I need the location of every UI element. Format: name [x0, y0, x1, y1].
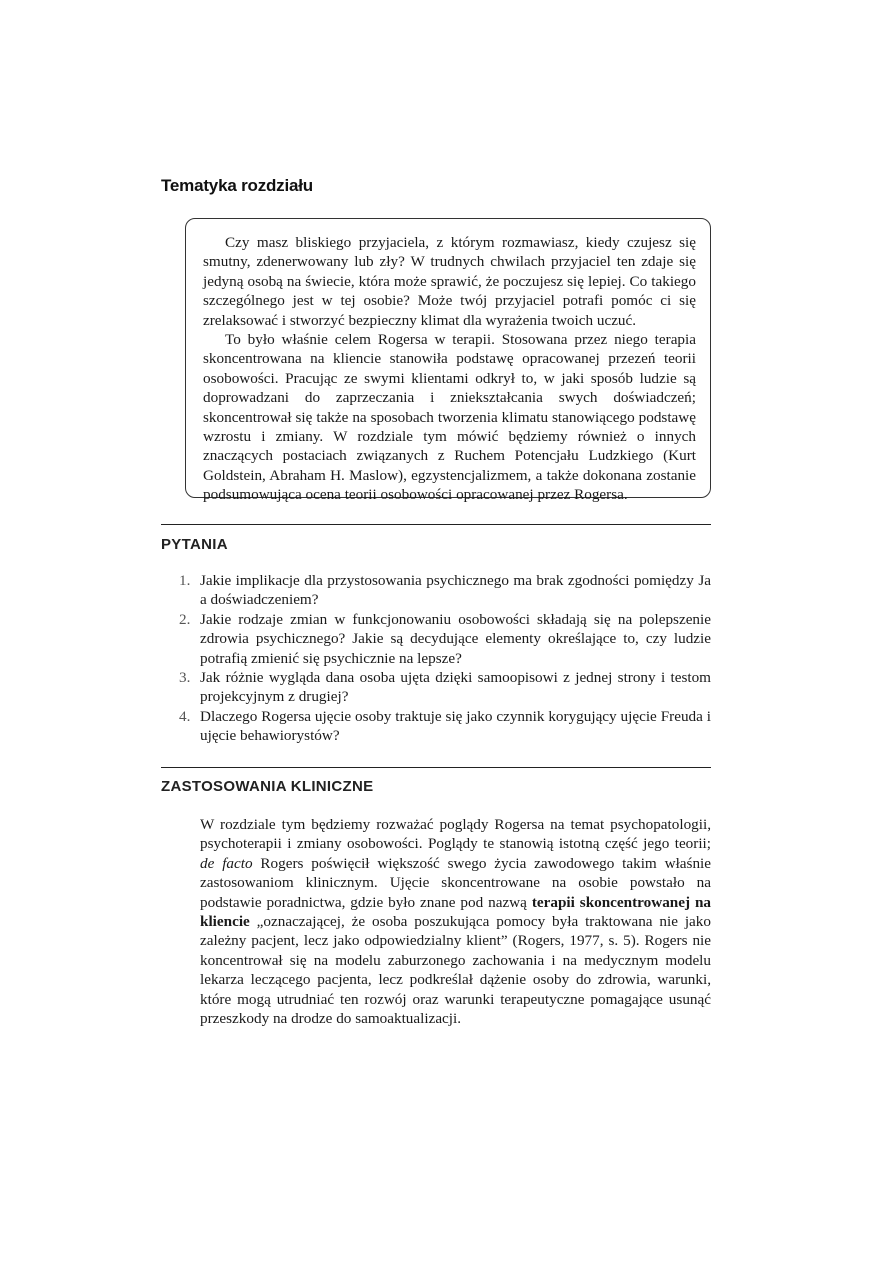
question-item	[175, 571, 711, 610]
summary-paragraph-1: Czy masz bliskiego przyjaciela, z którym rozmawiasz, kiedy czujesz się smutny, zdenerwowany lub zły? W trudnych chwilach przyjaciel ten zdaje się jedyną osobą na świecie, która może sprawić, że poczujesz się lepiej. Co takiego szczególnego jest w tej osobie? Może twój przyjaciel potrafi pomóc ci się zrelaksować i stworzyć bezpieczny klimat dla wyrażenia twoich uczuć.	[203, 234, 696, 329]
question-item	[175, 668, 711, 707]
question-item	[175, 707, 711, 746]
question-text: Dlaczego Rogersa ujęcie osoby traktuje się jako czynnik korygujący ujęcie Freuda i ujęcie behawiorystów?	[200, 707, 711, 745]
chapter-summary-box	[185, 218, 711, 504]
questions-divider	[161, 524, 711, 525]
question-number: 3.	[179, 669, 191, 687]
questions-title: PYTANIA	[161, 536, 228, 553]
question-number: 1.	[179, 572, 191, 589]
clinical-text-part-2: Rogers poświęcił większość swego życia zawodowego takim właśnie zastosowaniom klinicznym. Ujęcie skoncentrowane na osobie powstało na podstawie poradnictwa, gdzie było znane pod nazwą	[200, 854, 711, 911]
question-text: Jakie implikacje dla przystosowania psychicznego ma brak zgodności pomiędzy Ja a doświadczeniem?	[200, 572, 711, 609]
clinical-applications-paragraph	[200, 815, 711, 1028]
question-text: Jak różnie wygląda dana osoba ujęta dzięki samoopisowi z jednej strony i testom projekcyjnym z drugiej?	[200, 669, 711, 706]
question-number: 4.	[179, 707, 191, 725]
clinical-divider	[161, 767, 711, 768]
chapter-heading: Tematyka rozdziału	[161, 176, 313, 195]
clinical-applications-title: ZASTOSOWANIA KLINICZNE	[161, 778, 374, 795]
clinical-text-part-1: W rozdziale tym będziemy rozważać poglądy Rogersa na temat psychopatologii, psychoterapii i zmiany osobowości. Poglądy te stanowią istotną część jego teorii;	[200, 816, 711, 853]
question-text: Jakie rodzaje zmian w funkcjonowaniu osobowości składają się na polepszenie zdrowia psychicznego? Jakie są decydujące elementy określające to, czy ludzie potrafią zmienić się psychicznie na lepsze?	[200, 610, 711, 667]
clinical-text-italic: de facto	[200, 854, 253, 872]
questions-list	[175, 571, 711, 746]
question-number: 2.	[179, 610, 191, 628]
summary-paragraph-2: To było właśnie celem Rogersa w terapii. Stosowana przez niego terapia skoncentrowana na kliencie stanowiła podstawę opracowanej przezeń teorii osobowości. Pracując ze swymi klientami odkrył to, w jaki sposób ludzie są doprowadzani do zaprzeczania i zniekształcania swych doświadczeń; skoncentrował się także na sposobach tworzenia klimatu stanowiącego podstawę wzrostu i zmiany. W rozdziale tym mówić będziemy również o innych znaczących postaciach związanych z Ruchem Potencjału Ludzkiego (Kurt Goldstein, Abraham H. Maslow), egzystencjalizmem, a także dokonana zostanie podsumowująca ocena teorii osobowości opracowanej przez Rogersa.	[203, 331, 696, 504]
question-item	[175, 610, 711, 668]
clinical-text-bold-term: terapii skoncentrowanej na kliencie	[200, 893, 711, 931]
clinical-text-part-3: „oznaczającej, że osoba poszukująca pomocy była traktowana nie jako zależny pacjent, lecz jako odpowiedzialny klient” (Rogers, 1977, s. 5). Rogers nie koncentrował się na modelu zaburzonego zachowania i na medycznym modelu lekarza leczącego pacjenta, lecz podkreślał dążenie osoby do zdrowia, warunki, które mogą utrudniać ten rozwój oraz warunki terapeutyczne pomagające usunąć przeszkody na drodze do samoaktualizacji.	[200, 913, 711, 1028]
